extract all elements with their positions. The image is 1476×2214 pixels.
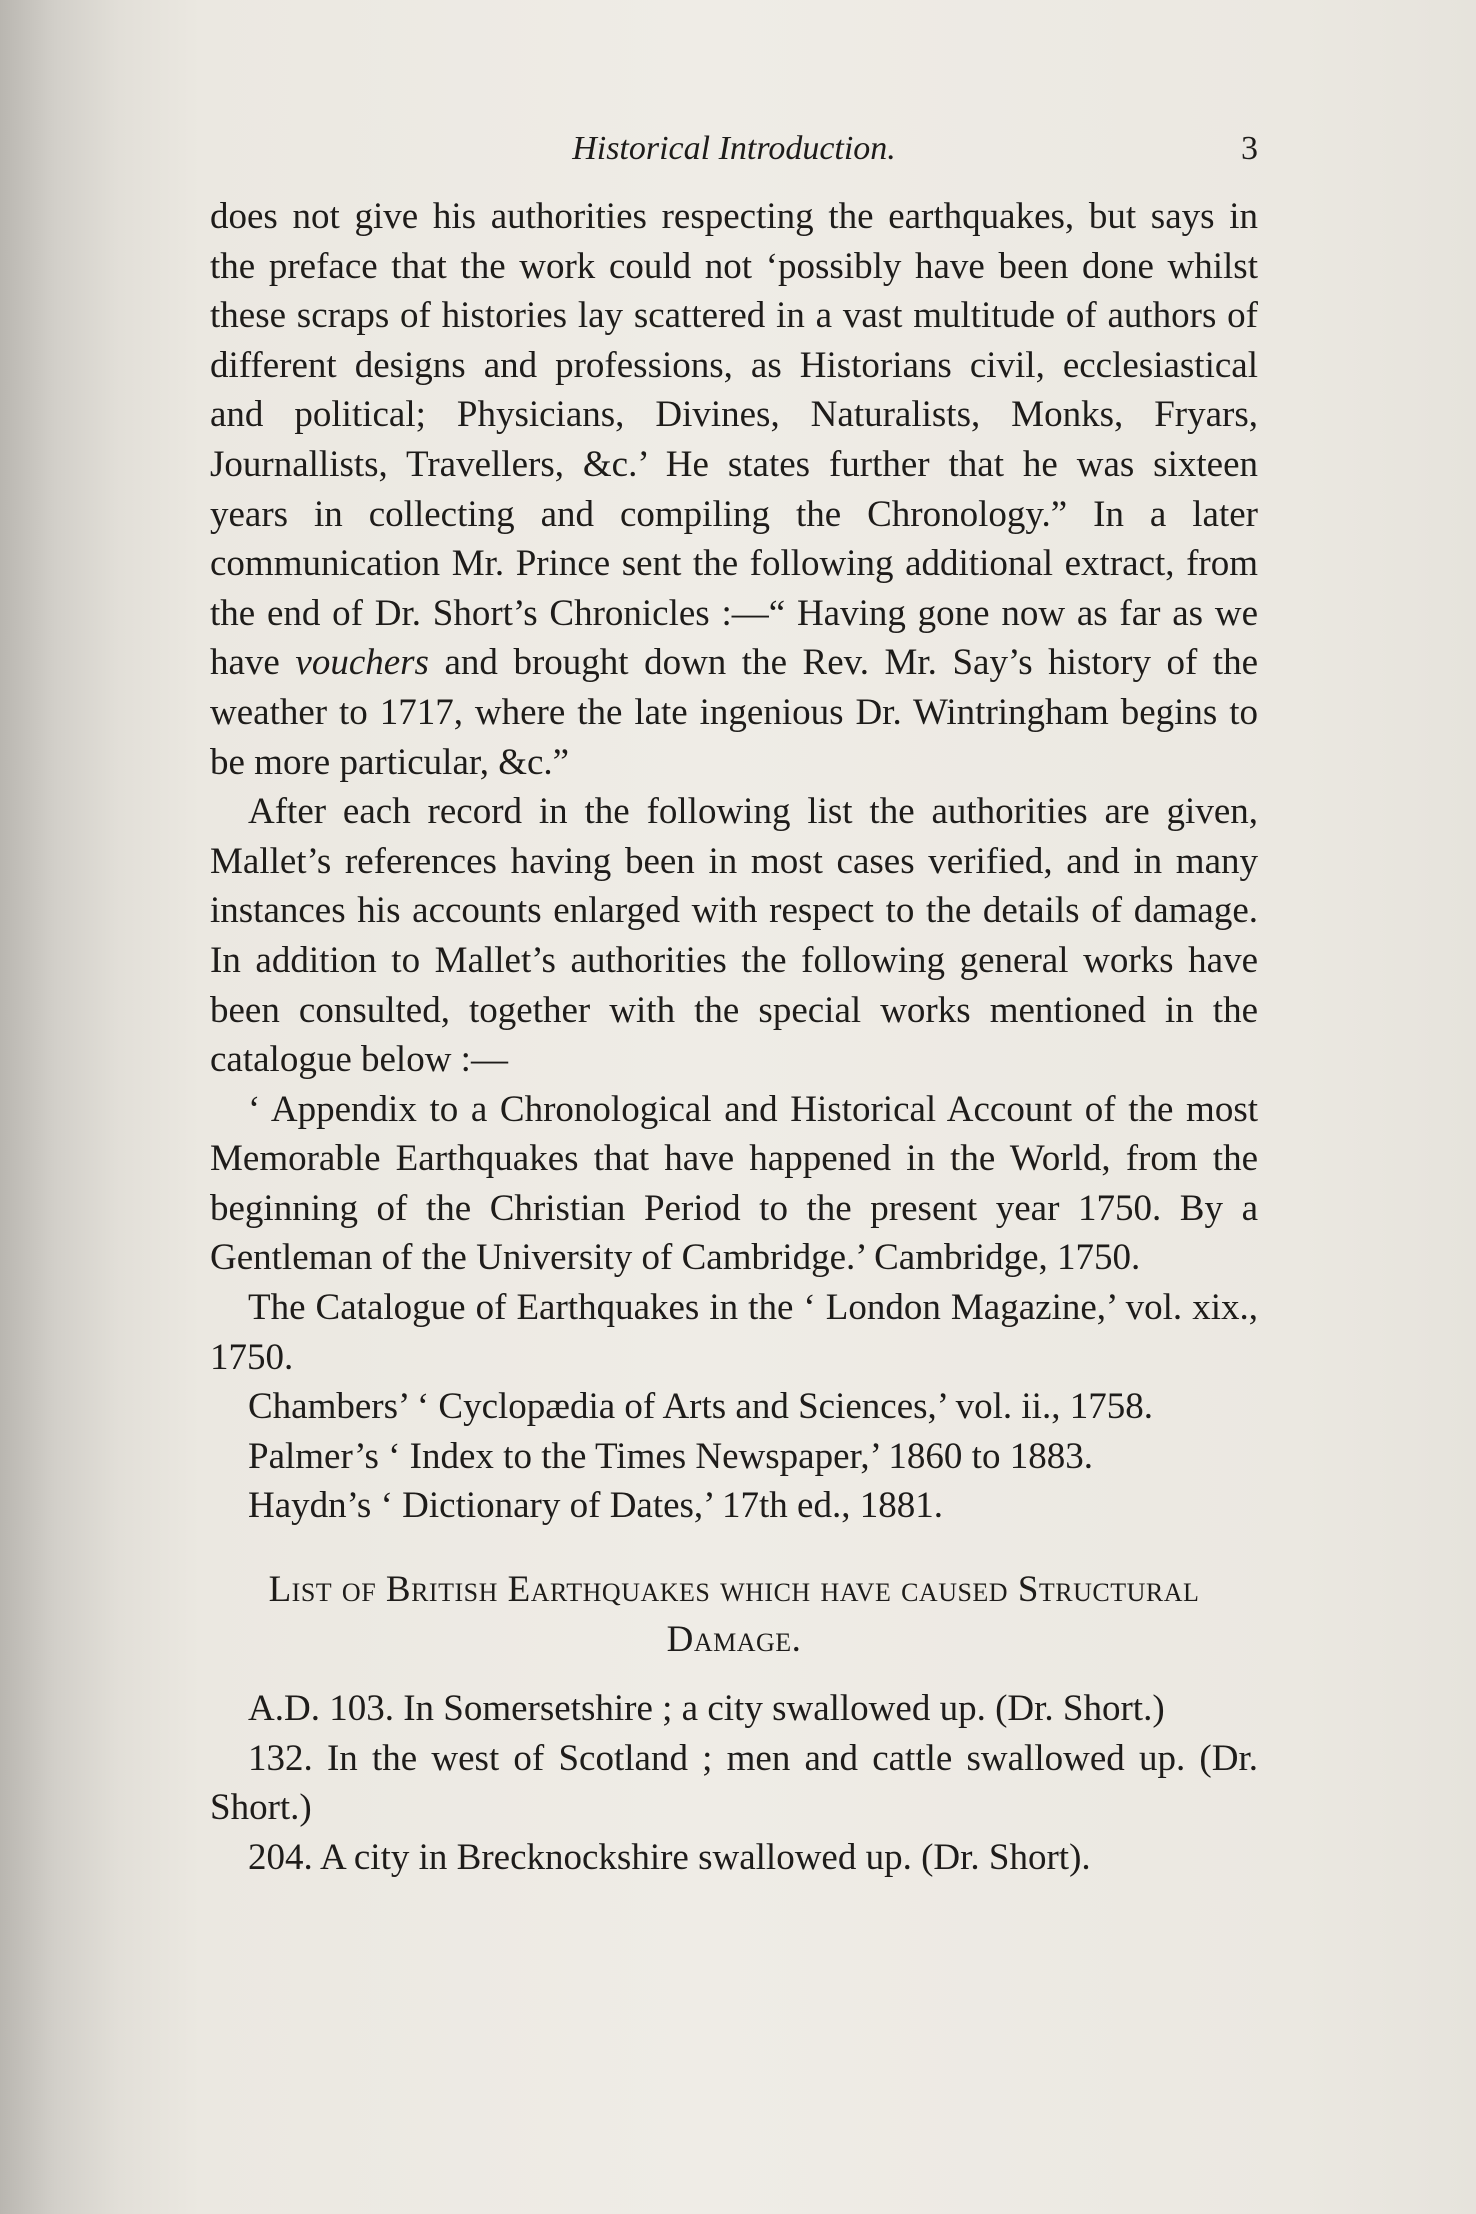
section-heading: List of British Earthquakes which have caused Structural Damage. <box>268 1569 1200 1660</box>
reference-item: ‘ Appendix to a Chronological and Historical Account of the most Memorable Earthquakes that have happened in the World, from the beginning of the Christian Period to the present year 1750. By a Gentleman of the University of Cambridge.’ Cambridge, 1750. <box>210 1088 1258 1279</box>
running-header <box>210 124 1258 192</box>
page-number: 3 <box>1241 130 1258 167</box>
reference-item: Chambers’ ‘ Cyclopædia of Arts and Sciences,’ vol. ii., 1758. <box>248 1386 1153 1428</box>
page-text <box>210 124 1258 1883</box>
earthquake-entry: A.D. 103. In Somersetshire ; a city swallowed up. (Dr. Short.) <box>248 1688 1165 1730</box>
paragraph-short-chronology <box>210 192 1258 787</box>
earthquake-entry: 132. In the west of Scotland ; men and cattle swallowed up. (Dr. Short.) <box>210 1737 1258 1829</box>
reference-item: Palmer’s ‘ Index to the Times Newspaper,’ 1860 to 1883. <box>248 1435 1093 1477</box>
italic-word: vouchers <box>295 642 429 684</box>
reference-item: The Catalogue of Earthquakes in the ‘ London Magazine,’ vol. xix., 1750. <box>210 1287 1258 1378</box>
earthquake-entry: 204. A city in Brecknockshire swallowed up. (Dr. Short). <box>248 1837 1091 1878</box>
paragraph-text: and brought down the Rev. Mr. Say’s history of the weather to 1717, where the late ingenious Dr. Wintringham begins to be more particular, &c.” <box>210 642 1259 783</box>
paragraph-authorities: After each record in the following list the authorities are given, Mallet’s references having been in most cases verified, and in many instances his accounts enlarged with respect to the details of damage. In addition to Mallet’s authorities the following general works have been consulted, together with the special works mentioned in the catalogue below :— <box>210 791 1258 1081</box>
paragraph-text: does not give his authorities respecting the earthquakes, but says in the preface that the work could not ‘possibly have been done whilst these scraps of histories lay scattered in a vast multitude of authors of different designs and professions, as Historians civil, ecclesiastical and political; Physicians, Divines, Naturalists, Monks, Fryars, Journallists, Travellers, &c.’ He states further that he was sixteen years in collecting and compiling the Chronology.” In a later communication Mr. Prince sent the following additional extract, from the end of Dr. Short’s Chronicles :—“ Having gone now as far as we have <box>210 196 1258 684</box>
running-title: Historical Introduction. <box>572 130 896 167</box>
reference-item: Haydn’s ‘ Dictionary of Dates,’ 17th ed., 1881. <box>248 1485 943 1527</box>
